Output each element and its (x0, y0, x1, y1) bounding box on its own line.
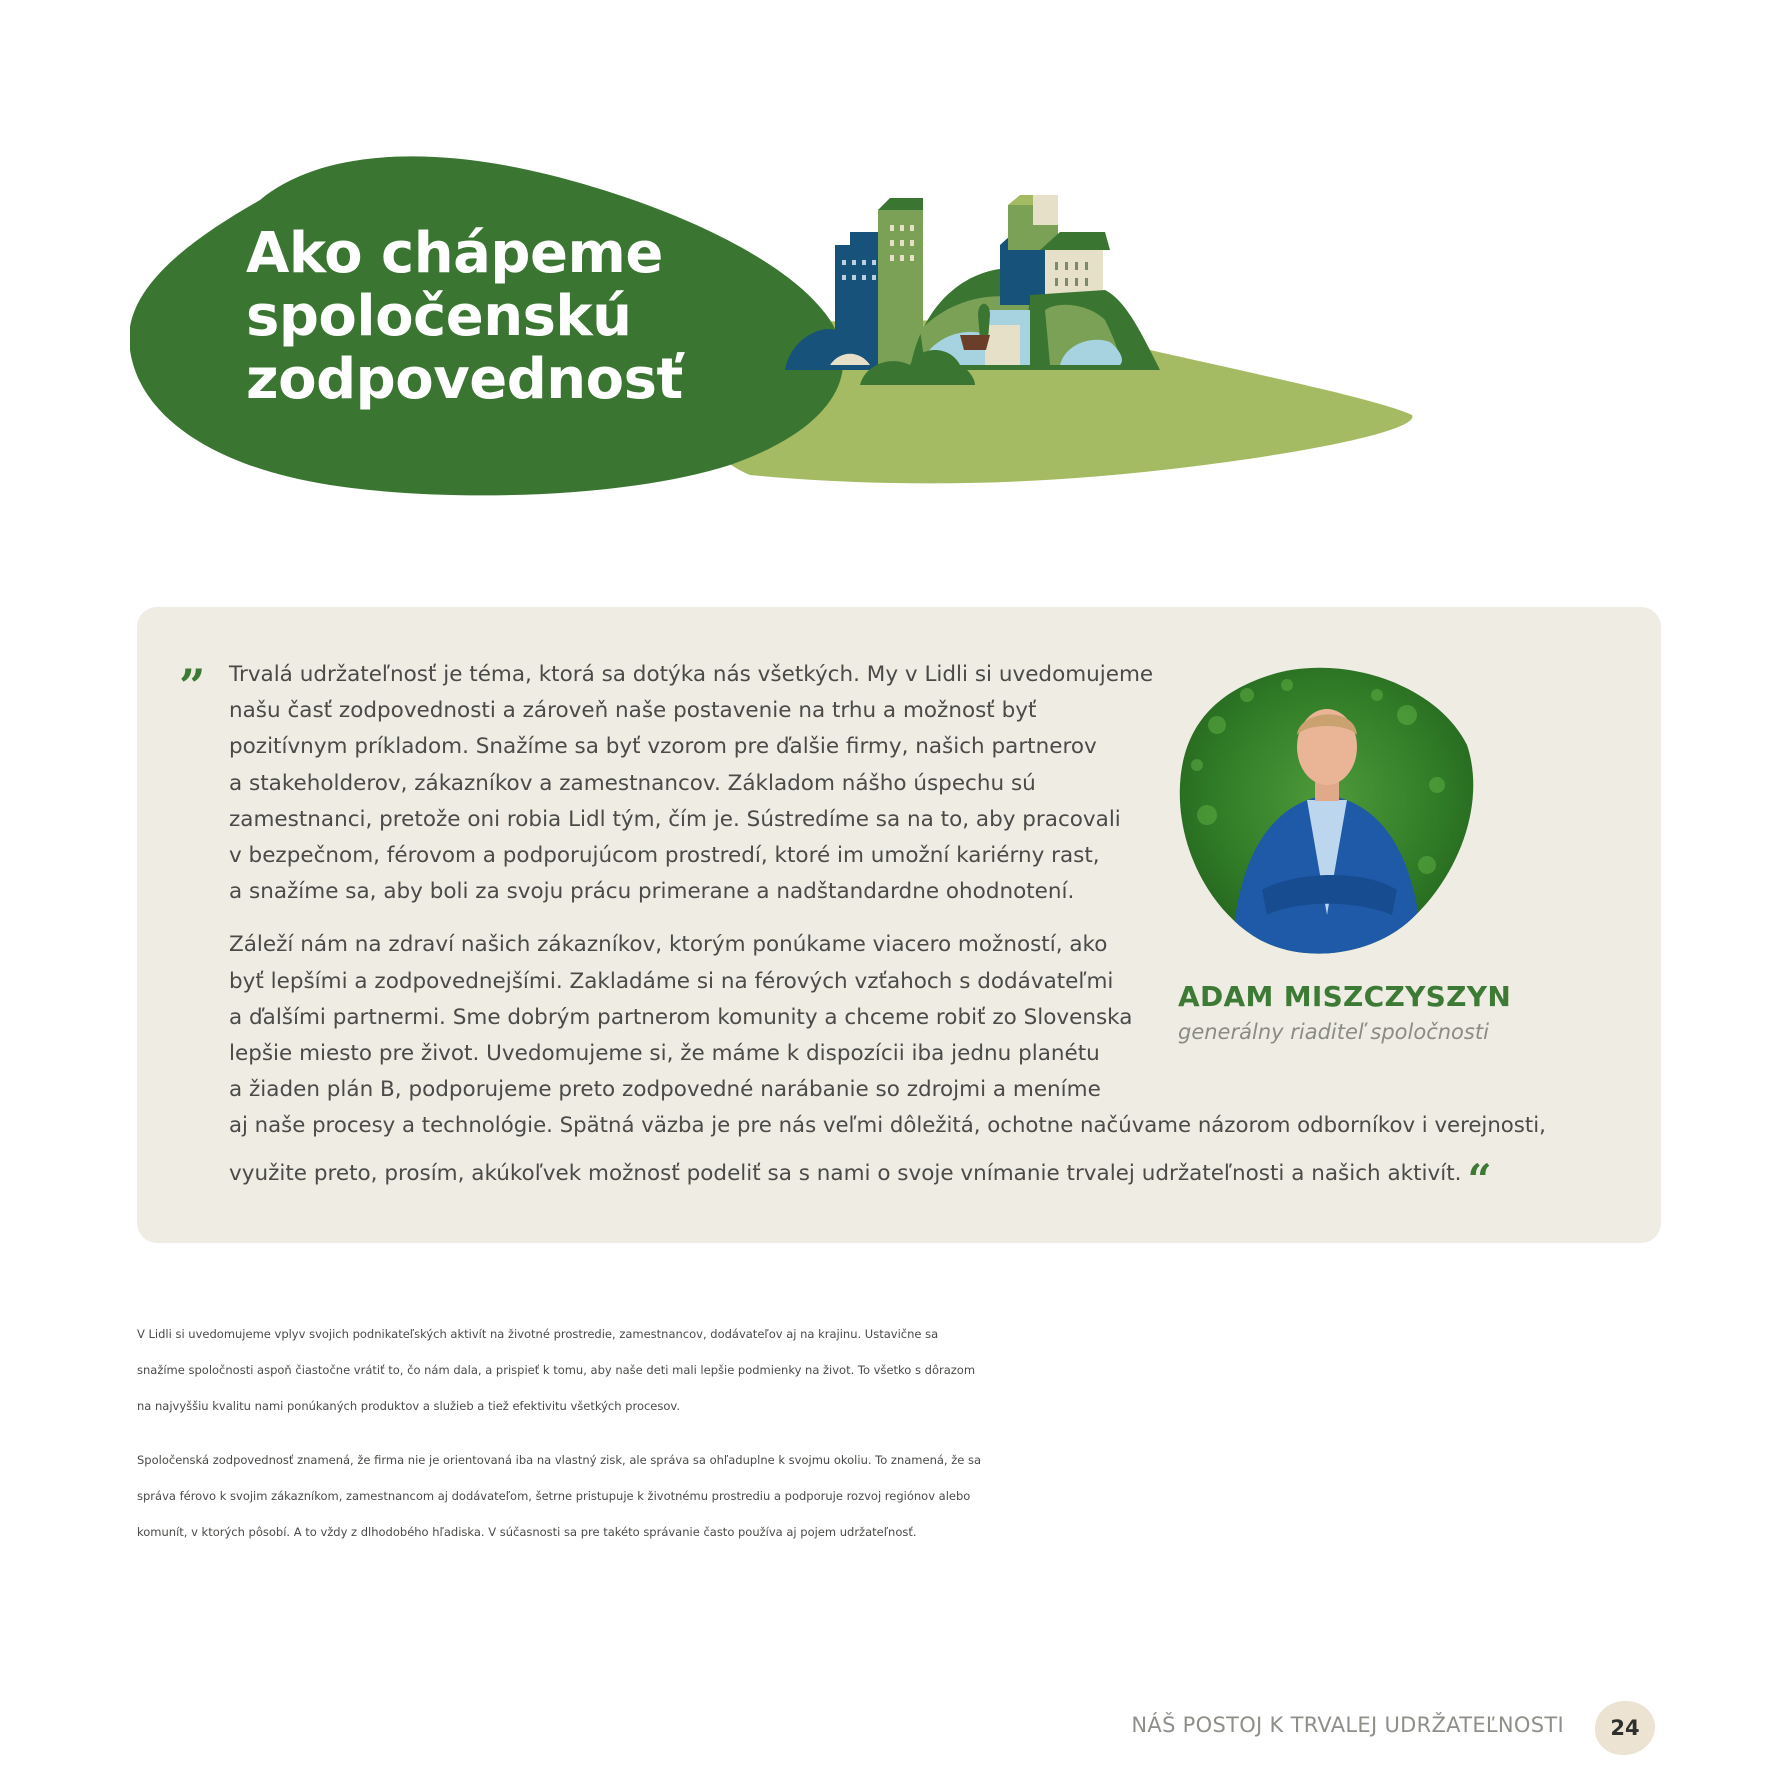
hero-banner (130, 150, 1480, 510)
text-line: zamestnanci, pretože oni robia Lidl tým, čím je. Sústredíme sa na to, aby pracovali (229, 806, 1121, 832)
person-role: generálny riaditeľ spoločnosti (1178, 1020, 1489, 1044)
text-line: Spoločenská zodpovednosť znamená, že firma nie je orientovaná iba na vlastný zisk, ale správa sa ohľaduplne k svojmu okoliu. To znamená, že sa (137, 1452, 982, 1467)
ceo-quote-box (137, 607, 1661, 1243)
text-line: a snažíme sa, aby boli za svoju prácu primerane a nadštandardne ohodnotení. (229, 879, 1075, 905)
close-quote-icon: “ (1467, 1154, 1492, 1204)
title-line: Ako chápeme (246, 221, 663, 286)
body-paragraph (137, 1316, 1677, 1425)
text-line-content: využite preto, prosím, akúkoľvek možnosť podeliť sa s nami o svoje vnímanie trvalej udržateľnosti a našich aktivít. (229, 1160, 1462, 1186)
text-line: komunít, v ktorých pôsobí. A to vždy z dlhodobého hľadiska. V súčasnosti sa pre takéto správanie často používa aj pojem udržateľnosť. (137, 1525, 917, 1540)
text-line: V Lidli si uvedomujeme vplyv svojich podnikateľských aktivít na životné prostredie, zamestnancov, dodávateľov aj na krajinu. Ustavične sa (137, 1327, 939, 1341)
body-text (137, 1316, 1677, 1567)
text-line: v bezpečnom, férovom a podporujúcom prostredí, ktoré im umožní kariérny rast, (229, 843, 1100, 869)
portrait-photo-icon (1177, 665, 1477, 960)
text-line: snažíme spoločnosti aspoň čiastočne vrátiť to, čo nám dala, a prispieť k tomu, aby naše deti mali lepšie podmienky na život. To všetko s dôrazom (137, 1363, 976, 1378)
text-line: našu časť zodpovednosti a zároveň naše postavenie na trhu a možnosť byť (229, 698, 1037, 724)
text-line: Záleží nám na zdraví našich zákazníkov, ktorým ponúkame viacero možností, ako (229, 932, 1108, 958)
body-paragraph (137, 1442, 1677, 1551)
text-line: pozitívnym príkladom. Snažíme sa byť vzorom pre ďalšie firmy, našich partnerov (229, 734, 1097, 760)
open-quote-icon: ” (179, 659, 206, 713)
text-line: lepšie miesto pre život. Uvedomujeme si, že máme k dispozícii iba jednu planétu (229, 1041, 1100, 1067)
title-line: zodpovednosť (246, 347, 683, 412)
text-line: a ďalšími partnermi. Sme dobrým partnerom komunity a chceme robiť zo Slovenska (229, 1004, 1133, 1030)
text-line: a žiaden plán B, podporujeme preto zodpovedné narábanie so zdrojmi a meníme (229, 1077, 1101, 1103)
page-title (246, 222, 683, 411)
person-name: ADAM MISZCZYSZYN (1178, 980, 1512, 1013)
text-line: na najvyššiu kvalitu nami ponúkaných produktov a služieb a tiež efektivitu všetkých procesov. (137, 1399, 680, 1414)
text-line (229, 1145, 1492, 1204)
village-buildings (785, 195, 1160, 385)
text-line: Trvalá udržateľnosť je téma, ktorá sa dotýka nás všetkých. My v Lidli si uvedomujeme (229, 662, 1154, 687)
title-line: spoločenskú (246, 284, 632, 349)
text-line: správa férovo k svojim zákazníkom, zamestnancom aj dodávateľom, šetrne pristupuje k životnému prostrediu a podporuje rozvoj regiónov alebo (137, 1488, 971, 1503)
text-line: aj naše procesy a technológie. Spätná väzba je pre nás veľmi dôležitá, ochotne načúvame názorom odborníkov i verejnosti, (229, 1113, 1546, 1139)
section-label: NÁŠ POSTOJ K TRVALEJ UDRŽATEĽNOSTI (1131, 1713, 1564, 1737)
text-line: a stakeholderov, zákazníkov a zamestnancov. Základom nášho úspechu sú (229, 770, 1036, 796)
page-number-badge: 24 (1595, 1701, 1655, 1755)
quote-paragraph (229, 927, 1546, 1204)
text-line: byť lepšími a zodpovednejšími. Zakladáme si na férových vzťahoch s dodávateľmi (229, 968, 1114, 994)
